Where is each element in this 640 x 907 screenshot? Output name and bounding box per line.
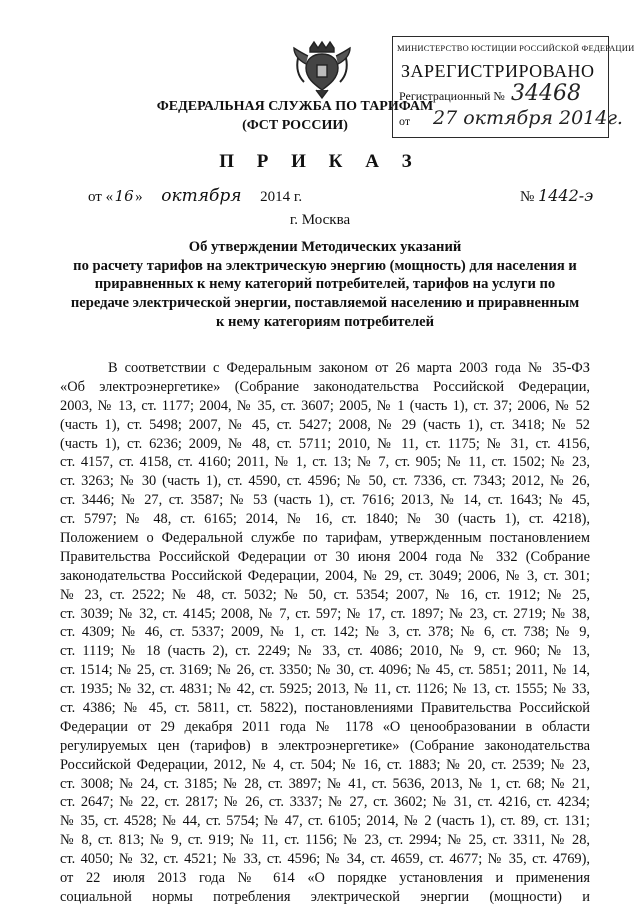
subject-line: приравненных к нему категорий потребителей, тарифов на услуги по [94,276,556,293]
subject-line: Об утверждении Методических указаний [188,239,462,255]
body-line: ст. 5797; № 48, ст. 6165; 2014, № 16, ст. 1840; № 30 (часть 1), ст. 4218), [60,511,590,528]
body-line: социальной нормы потребления электрической энергии (мощности) и [60,888,590,905]
body-line: ст. 4050; № 32, ст. 4521; № 33, ст. 4596; № 34, ст. 4659, ст. 4677; № 35, ст. 4769), [60,851,590,868]
order-city: г. Москва [289,212,351,228]
subject-line: передаче электрической энергии, поставляемой населению и приравненным [70,295,580,312]
stamp-date-handwritten: 27 октября 2014г. [433,107,623,129]
body-line: ст. 1119; № 18 (часть 2), ст. 2249; № 33, ст. 4086; 2010, № 9, ст. 960; № 13, [60,643,590,660]
date-month-handwritten: октября [161,186,242,206]
body-line: 2003, № 13, ст. 1177; 2004, № 35, ст. 3607; 2005, № 1 (часть 1), ст. 37; 2006, № 52 [60,397,590,414]
body-line: регулируемых цен (тарифов) в электроэнергетике» (Собрание законодательства [60,737,590,754]
agency-name: ФЕДЕРАЛЬНАЯ СЛУЖБА ПО ТАРИФАМ [156,99,434,114]
stamp-date-label: от [399,114,411,128]
stamp-number-row [399,89,505,104]
subject-line: к нему категориям потребителей [215,313,435,330]
order-number [520,186,593,206]
body-line: ст. 4309; № 46, ст. 5337; 2009, № 1, ст. 142; № 3, ст. 378; № 6, ст. 738; № 9, [60,624,590,641]
body-line: Правительства Российской Федерации от 30 июня 2004 года № 332 (Собрание [60,548,590,565]
body-line: ст. 3263; № 30 (часть 1), ст. 4590, ст. 4596; № 50, ст. 7336, ст. 7343; 2012, № 26, [60,473,590,490]
body-line: ст. 4386; № 45, ст. 5811, ст. 5822), постановлениями Правительства Российской [60,700,590,717]
agency-abbr: (ФСТ РОССИИ) [242,118,348,133]
body-line: № 35, ст. 4528; № 44, ст. 5754; № 47, ст. 6105; 2014, № 2 (часть 1), ст. 89, ст. 131; [60,813,590,830]
order-number-label: № [520,189,535,205]
body-line: «Об электроэнергетике» (Собрание законодательства Российской Федерации, [60,378,590,395]
body-paragraph [60,359,590,907]
body-line: Положением о Федеральной службе по тарифам, утвержденным постановлением [60,530,590,547]
body-line: (часть 1), ст. 6236; 2009, № 48, ст. 5711; 2010, № 11, ст. 1175; № 31, ст. 4156, [60,435,590,452]
body-line: от 22 июля 2013 года № 614 «О порядке установления и применения [60,870,590,887]
coat-of-arms-emblem-icon [290,34,354,100]
body-line: ст. 3008; № 24, ст. 3185; № 28, ст. 3897; № 41, ст. 5636, 2013, № 1, ст. 68; № 21, [60,775,590,792]
body-line: ст. 1514; № 25, ст. 3169; № 26, ст. 3350; № 30, ст. 4096; № 45, ст. 5851; 2011, № 14, [60,662,590,679]
date-mid: » [135,189,143,205]
body-line: ст. 1935; № 32, ст. 4831; № 42, ст. 5925; 2013, № 11, ст. 1126; № 13, ст. 1555; № 33, [60,681,590,698]
body-line: № 23, ст. 2522; № 48, ст. 5032; № 50, ст. 5354; 2007, № 16, ст. 1912; № 25, [60,586,590,603]
body-line: Федерации от 29 декабря 2011 года № 1178 «О ценообразовании в области [60,718,590,735]
registration-stamp [392,36,635,138]
body-line: ст. 3446; № 27, ст. 3587; № 53 (часть 1), ст. 7616; 2013, № 14, ст. 1643; № 45, [60,492,590,509]
body-line: В соответствии с Федеральным законом от 26 марта 2003 года № 35-ФЗ [108,360,590,376]
stamp-registered: ЗАРЕГИСТРИРОВАНО [401,61,595,81]
date-suffix: 2014 г. [260,189,303,205]
body-line: ст. 4157, ст. 4158, ст. 4160; 2011, № 1, ст. 13; № 7, ст. 905; № 11, ст. 1502; № 23, [60,454,590,471]
stamp-number-label: Регистрационный № [399,89,505,103]
order-number-handwritten: 1442-э [538,186,594,205]
body-line: ст. 2647; № 22, ст. 2817; № 26, ст. 3337; № 27, ст. 3602; № 31, ст. 4216, ст. 4234; [60,794,590,811]
body-line: № 8, ст. 813; № 9, ст. 919; № 11, ст. 1156; № 23, ст. 2994; № 25, ст. 3311, № 28, [60,832,590,849]
order-subject [60,238,590,332]
date-day-handwritten: 16 [114,187,134,205]
stamp-number-handwritten: 34468 [511,81,581,106]
date-prefix: от « [88,189,114,205]
body-line: (часть 1), ст. 5498; 2007, № 45, ст. 5427; 2008, № 29 (часть 1), ст. 3418; № 52 [60,416,590,433]
document-title: П Р И К А З [219,151,421,172]
body-line: ст. 3039; № 32, ст. 4145; 2008, № 7, ст. 597; № 17, ст. 1897; № 23, ст. 2719; № 38, [60,605,590,622]
subject-line: по расчету тарифов на электрическую энергию (мощность) для населения и [73,257,577,274]
body-line: Российской Федерации, 2012, № 4, ст. 504; № 16, ст. 1883; № 20, ст. 2539; № 23, [60,756,590,773]
stamp-ministry: МИНИСТЕРСТВО ЮСТИЦИИ РОССИЙСКОЙ ФЕДЕРАЦИИ [397,43,635,53]
stamp-date-row [399,114,410,129]
body-line: законодательства Российской Федерации, 2004, № 29, ст. 3049; 2006, № 3, ст. 301; [60,567,590,584]
order-date [88,186,302,206]
